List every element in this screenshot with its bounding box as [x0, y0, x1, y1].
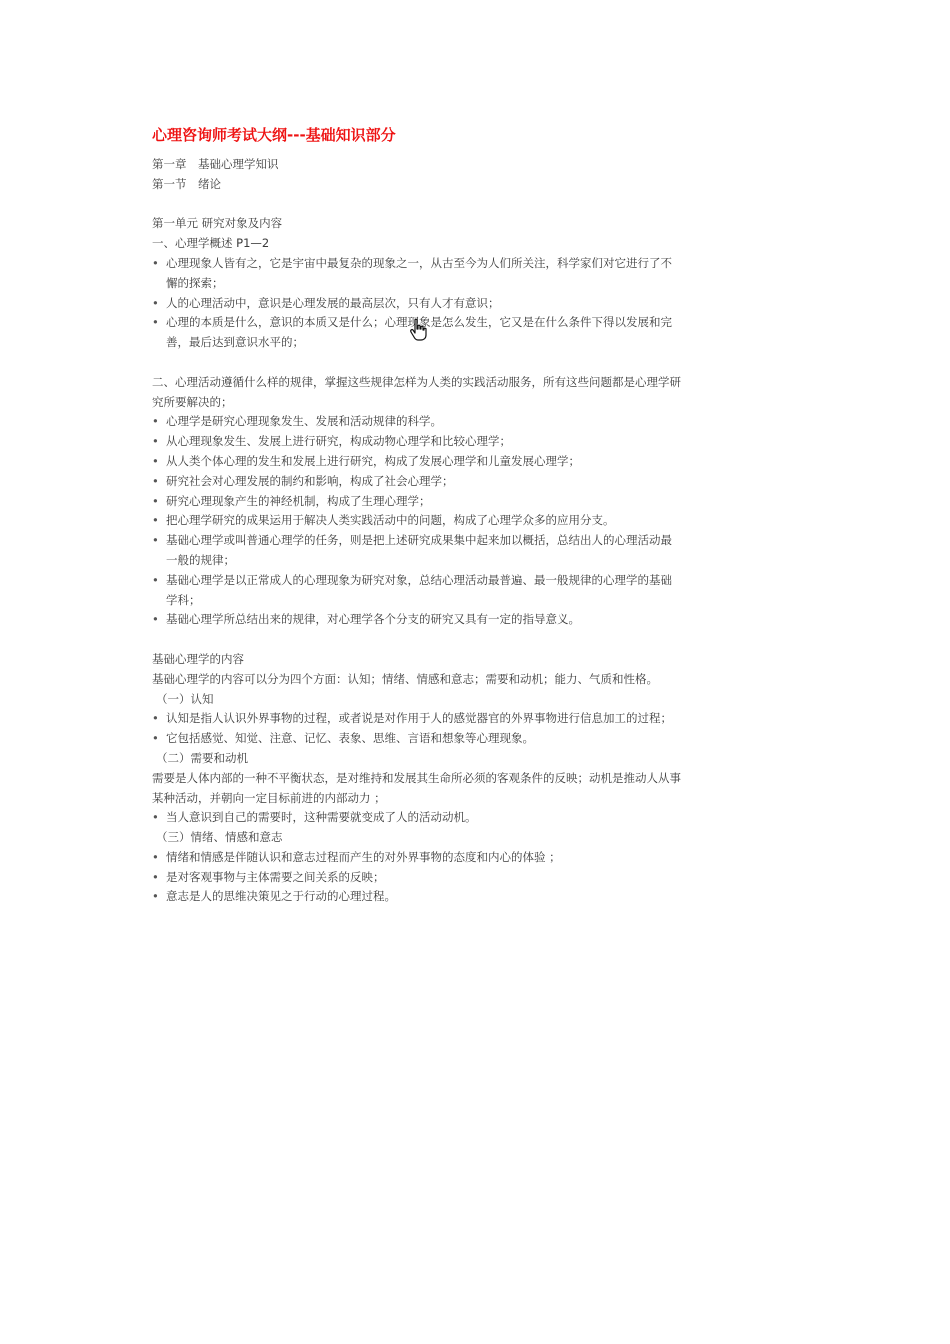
- unit-heading: 第一单元 研究对象及内容: [152, 216, 283, 231]
- content-intro: 基础心理学的内容可以分为四个方面：认知；情绪、情感和意志；需要和动机；能力、气质和性格。: [152, 671, 658, 686]
- list-item: • 基础心理学所总结出来的规律，对心理学各个分支的研究又具有一定的指导意义。: [152, 610, 682, 630]
- list-item: • 把心理学研究的成果运用于解决人类实践活动中的问题，构成了心理学众多的应用分支。: [152, 511, 682, 531]
- list-item: • 基础心理学是以正常成人的心理现象为研究对象，总结心理活动最普遍、最一般规律的心理学的基础学科；: [152, 571, 682, 611]
- list-item: • 研究社会对心理发展的制约和影响，构成了社会心理学；: [152, 472, 682, 492]
- document-body: [152, 155, 682, 907]
- list-item: • 心理学是研究心理现象发生、发展和活动规律的科学。: [152, 412, 682, 432]
- list-item: • 当人意识到自己的需要时，这种需要就变成了人的活动动机。: [152, 808, 682, 828]
- needs-heading: （二）需要和动机: [156, 750, 248, 765]
- cognition-heading: （一）认知: [156, 691, 214, 706]
- list-item: • 情绪和情感是伴随认识和意志过程而产生的对外界事物的态度和内心的体验 ；: [152, 848, 682, 868]
- list-item: • 是对客观事物与主体需要之间关系的反映；: [152, 868, 682, 888]
- list-item: • 从人类个体心理的发生和发展上进行研究，构成了发展心理学和儿童发展心理学；: [152, 452, 682, 472]
- list-item: • 认知是指人认识外界事物的过程，或者说是对作用于人的感觉器官的外界事物进行信息加工的过程；: [152, 709, 682, 729]
- part2-heading: 二、心理活动遵循什么样的规律，掌握这些规律怎样为人类的实践活动服务，所有这些问题都是心理学研究所要解决的；: [152, 374, 681, 409]
- list-item: • 人的心理活动中，意识是心理发展的最高层次，只有人才有意识；: [152, 294, 682, 314]
- part1-heading: 一、心理学概述 P1—2: [152, 236, 270, 251]
- list-item: • 意志是人的思维决策见之于行动的心理过程。: [152, 887, 682, 907]
- document-title: 心理咨询师考试大纲---基础知识部分: [152, 126, 396, 144]
- list-item: • 它包括感觉、知觉、注意、记忆、表象、思维、言语和想象等心理现象。: [152, 729, 682, 749]
- content-heading: 基础心理学的内容: [152, 651, 244, 666]
- list-item: • 心理的本质是什么，意识的本质又是什么；心理现象是怎么发生，它又是在什么条件下得以发展和完善，最后达到意识水平的；: [152, 313, 682, 353]
- list-item: • 研究心理现象产生的神经机制，构成了生理心理学；: [152, 492, 682, 512]
- emotion-heading: （三）情绪、情感和意志: [156, 830, 283, 845]
- list-item: • 基础心理学或叫普通心理学的任务，则是把上述研究成果集中起来加以概括，总结出人的心理活动最一般的规律；: [152, 531, 682, 571]
- chapter-heading: 第一章 基础心理学知识: [152, 157, 279, 171]
- list-item: • 心理现象人皆有之，它是宇宙中最复杂的现象之一，从古至今为人们所关注，科学家们对它进行了不懈的探索；: [152, 254, 682, 294]
- list-item: • 从心理现象发生、发展上进行研究，构成动物心理学和比较心理学；: [152, 432, 682, 452]
- hand-pointer-icon: [408, 318, 428, 342]
- section-heading: 第一节 绪论: [152, 176, 221, 191]
- needs-text: 需要是人体内部的一种不平衡状态，是对维持和发展其生命所必须的客观条件的反映；动机是推动人从事某种活动，并朝向一定目标前进的内部动力 ；: [152, 770, 681, 805]
